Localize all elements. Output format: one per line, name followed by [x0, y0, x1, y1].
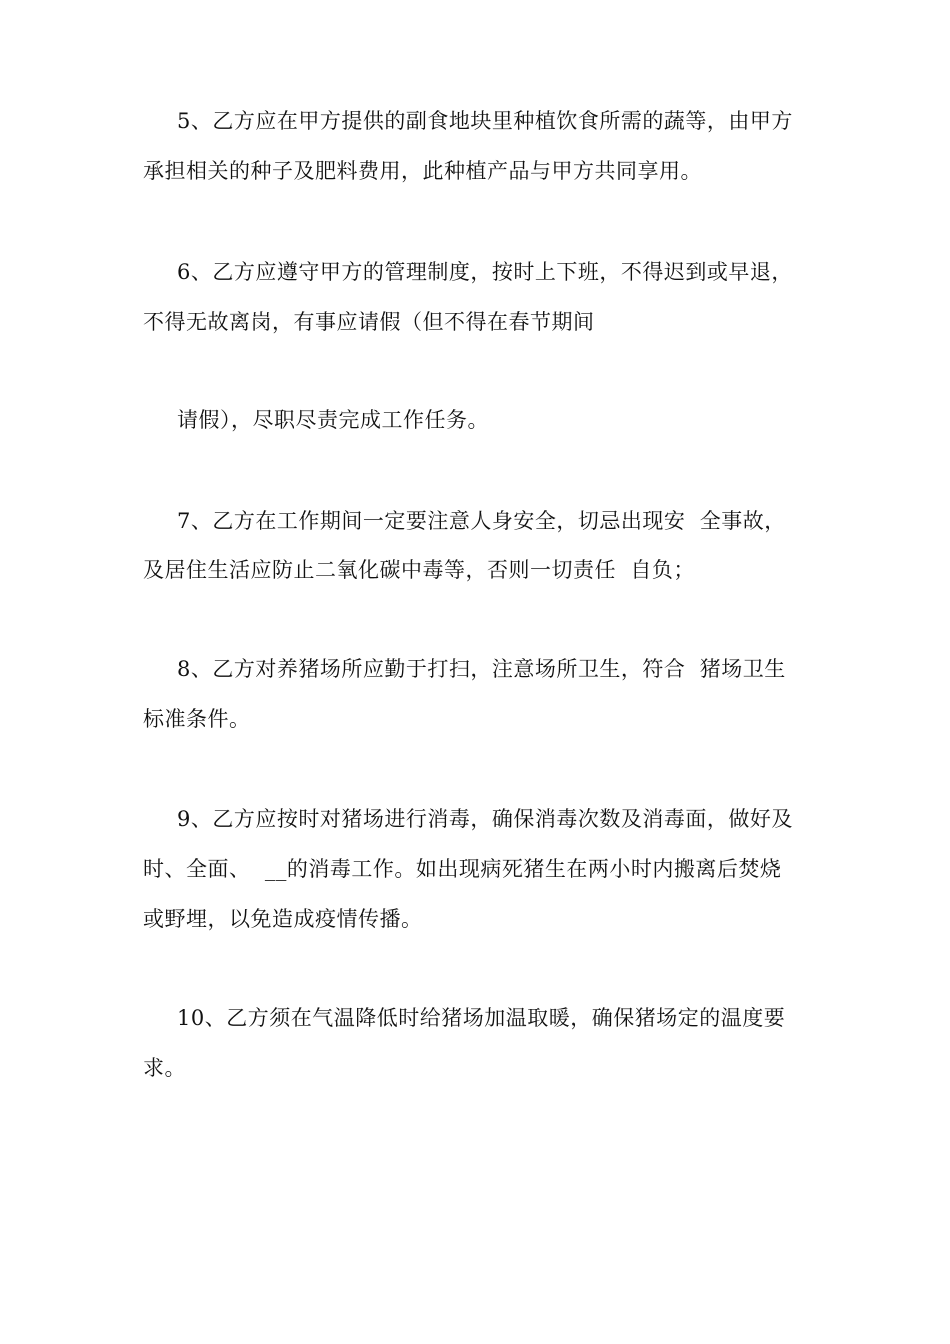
paragraph-7-line-2: 及居住生活应防止二氧化碳中毒等，否则一切责任 自负；: [143, 558, 695, 582]
paragraph-9-line-3: 或野埋，以免造成疫情传播。: [143, 907, 423, 931]
paragraph-10-line-2: 求。: [143, 1056, 186, 1080]
paragraph-7-line-1: 7、乙方在工作期间一定要注意人身安全，切忌出现安 全事故，: [177, 509, 786, 533]
paragraph-8-line-2: 标准条件。: [143, 707, 251, 731]
paragraph-5-line-2: 承担相关的种子及肥料费用，此种植产品与甲方共同享用。: [143, 159, 702, 183]
paragraph-10-line-1: 10、乙方须在气温降低时给猪场加温取暖，确保猪场定的温度要: [177, 1006, 786, 1030]
paragraph-9-line-2: 时、全面、 __的消毒工作。如出现病死猪生在两小时内搬离后焚烧: [143, 857, 782, 881]
paragraph-6-continuation: 请假），尽职尽责完成工作任务。: [177, 408, 489, 432]
paragraph-6-line-1: 6、乙方应遵守甲方的管理制度，按时上下班，不得迟到或早退，: [177, 260, 793, 284]
paragraph-9-line-1: 9、乙方应按时对猪场进行消毒，确保消毒次数及消毒面，做好及: [177, 807, 793, 831]
paragraph-8-line-1: 8、乙方对养猪场所应勤于打扫，注意场所卫生，符合 猪场卫生: [177, 657, 786, 681]
paragraph-5-line-1: 5、乙方应在甲方提供的副食地块里种植饮食所需的蔬等，由甲方: [177, 109, 793, 133]
paragraph-6-line-2: 不得无故离岗，有事应请假（但不得在春节期间: [143, 310, 595, 334]
